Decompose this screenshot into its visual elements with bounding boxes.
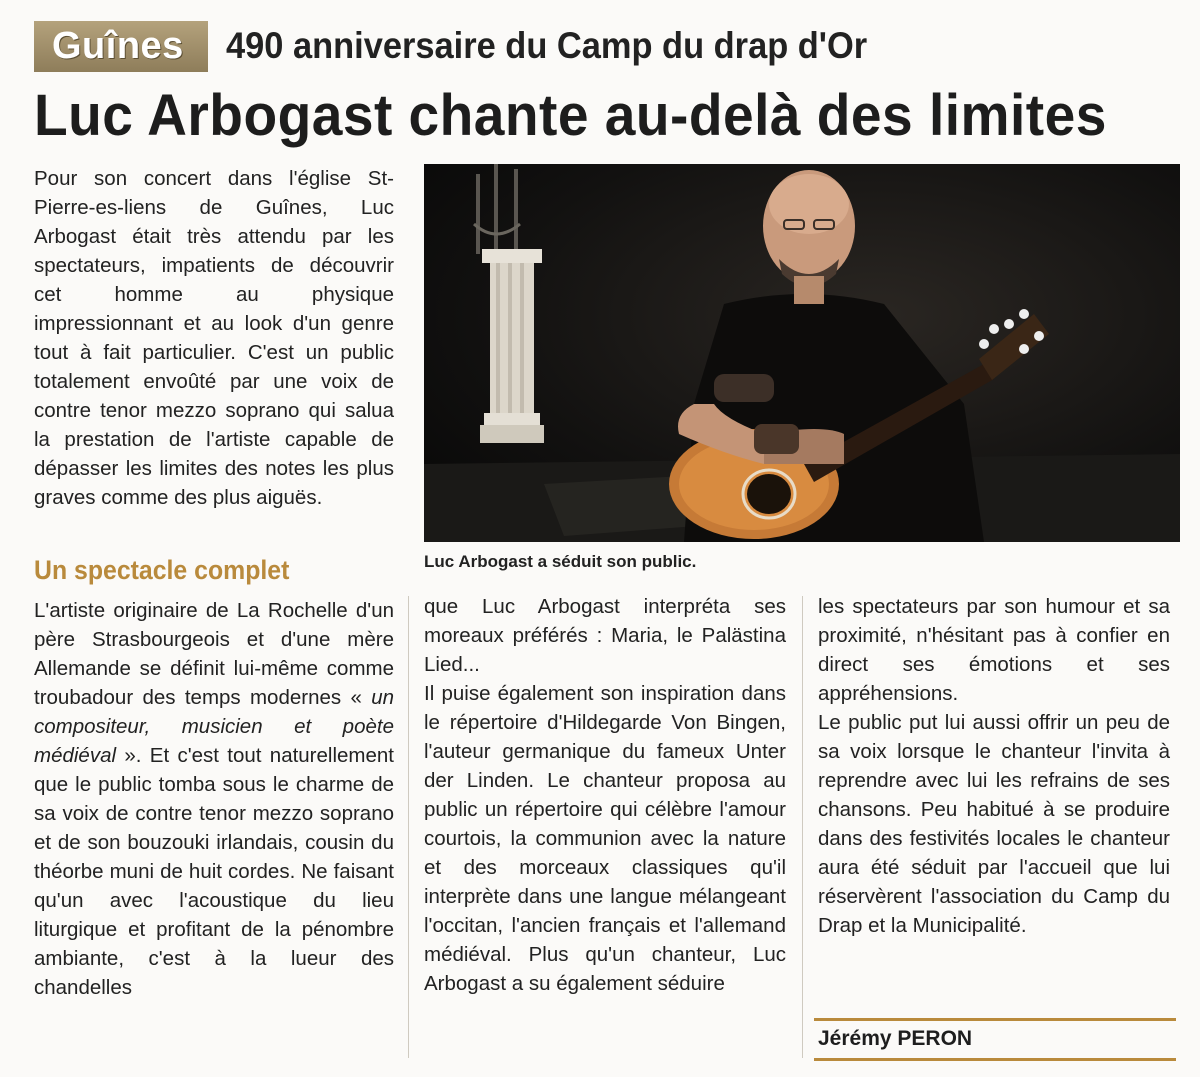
article-photo [424,164,1180,542]
body-column-2 [424,592,786,998]
subhead: Un spectacle complet [34,555,290,585]
body-paragraph-1 [34,596,394,1002]
body-paragraph-2a: que Luc Arbogast interpréta ses moreaux préférés : Maria, le Palästina Lied... [424,595,786,676]
headline: Luc Arbogast chante au-delà des limites [34,83,1107,148]
quote-text: un compositeur, musicien et poète médiéval [34,686,394,767]
body-paragraph-3b: Le public put lui aussi offrir un peu de sa voix lorsque le chanteur l'invita à reprendre avec lui les refrains de ses chansons. Peu habitué à se produire dans des festivités locales le chanteur aura été séduit par l'accueil que lui réservèrent l'association du Camp du Drap et la Municipalité. [818,711,1170,937]
kicker-row [34,18,915,74]
byline-rule-bottom [814,1058,1176,1061]
singer-guitar-illustration [424,164,1180,542]
body-paragraph-3a: les spectateurs par son humour et sa proximité, n'hésitant pas à confier en direct ses émotions et ses appréhensions. [818,595,1170,705]
kicker-title: 490 anniversaire du Camp du drap d'Or [225,25,867,66]
photo-caption: Luc Arbogast a séduit son public. [424,552,697,571]
byline-rule-top [814,1018,1176,1021]
byline: Jérémy PERON [818,1027,973,1050]
body-column-1 [34,596,394,1002]
column-divider-1 [408,596,409,1058]
body-text-1a: L'artiste originaire de La Rochelle d'un père Strasbourgeois et d'une mère Allemande se définit lui-même comme troubadour des temps modernes « [34,599,394,709]
body-column-3 [818,592,1170,940]
intro-paragraph: Pour son concert dans l'église St-Pierre-es-liens de Guînes, Luc Arbogast était très attendu par les spectateurs, impatients de découvrir cet homme au physique impressionnant et au look d'un genre tout à fait particulier. C'est un public totalement envoûté par une voix de contre tenor mezzo soprano qui salua la prestation de l'artiste capable de dépasser les limites des notes les plus graves comme des plus aiguës. [34,167,394,509]
column-divider-2 [802,596,803,1058]
body-paragraph-2b: Il puise également son inspiration dans le répertoire d'Hildegarde Von Bingen, l'auteur germanique du fameux Unter der Linden. Le chanteur proposa au public un répertoire qui célèbre l'amour courtois, la communion avec la nature et des morceaux classiques qu'il interprète dans une langue mélangeant l'occitan, l'ancien français et l'allemand médiéval. Plus qu'un chanteur, Luc Arbogast a su également séduire [424,682,786,995]
location-label: Guînes [34,21,208,72]
intro-column [34,164,394,512]
body-text-1b: ». Et c'est tout naturellement que le public tomba sous le charme de sa voix de contre tenor mezzo soprano et de son bouzouki irlandais, cousin du théorbe muni de huit cordes. Ne faisant qu'un avec l'acoustique du lieu liturgique et profitant de la pénombre ambiante, c'est à la lueur des chandelles [34,744,394,999]
